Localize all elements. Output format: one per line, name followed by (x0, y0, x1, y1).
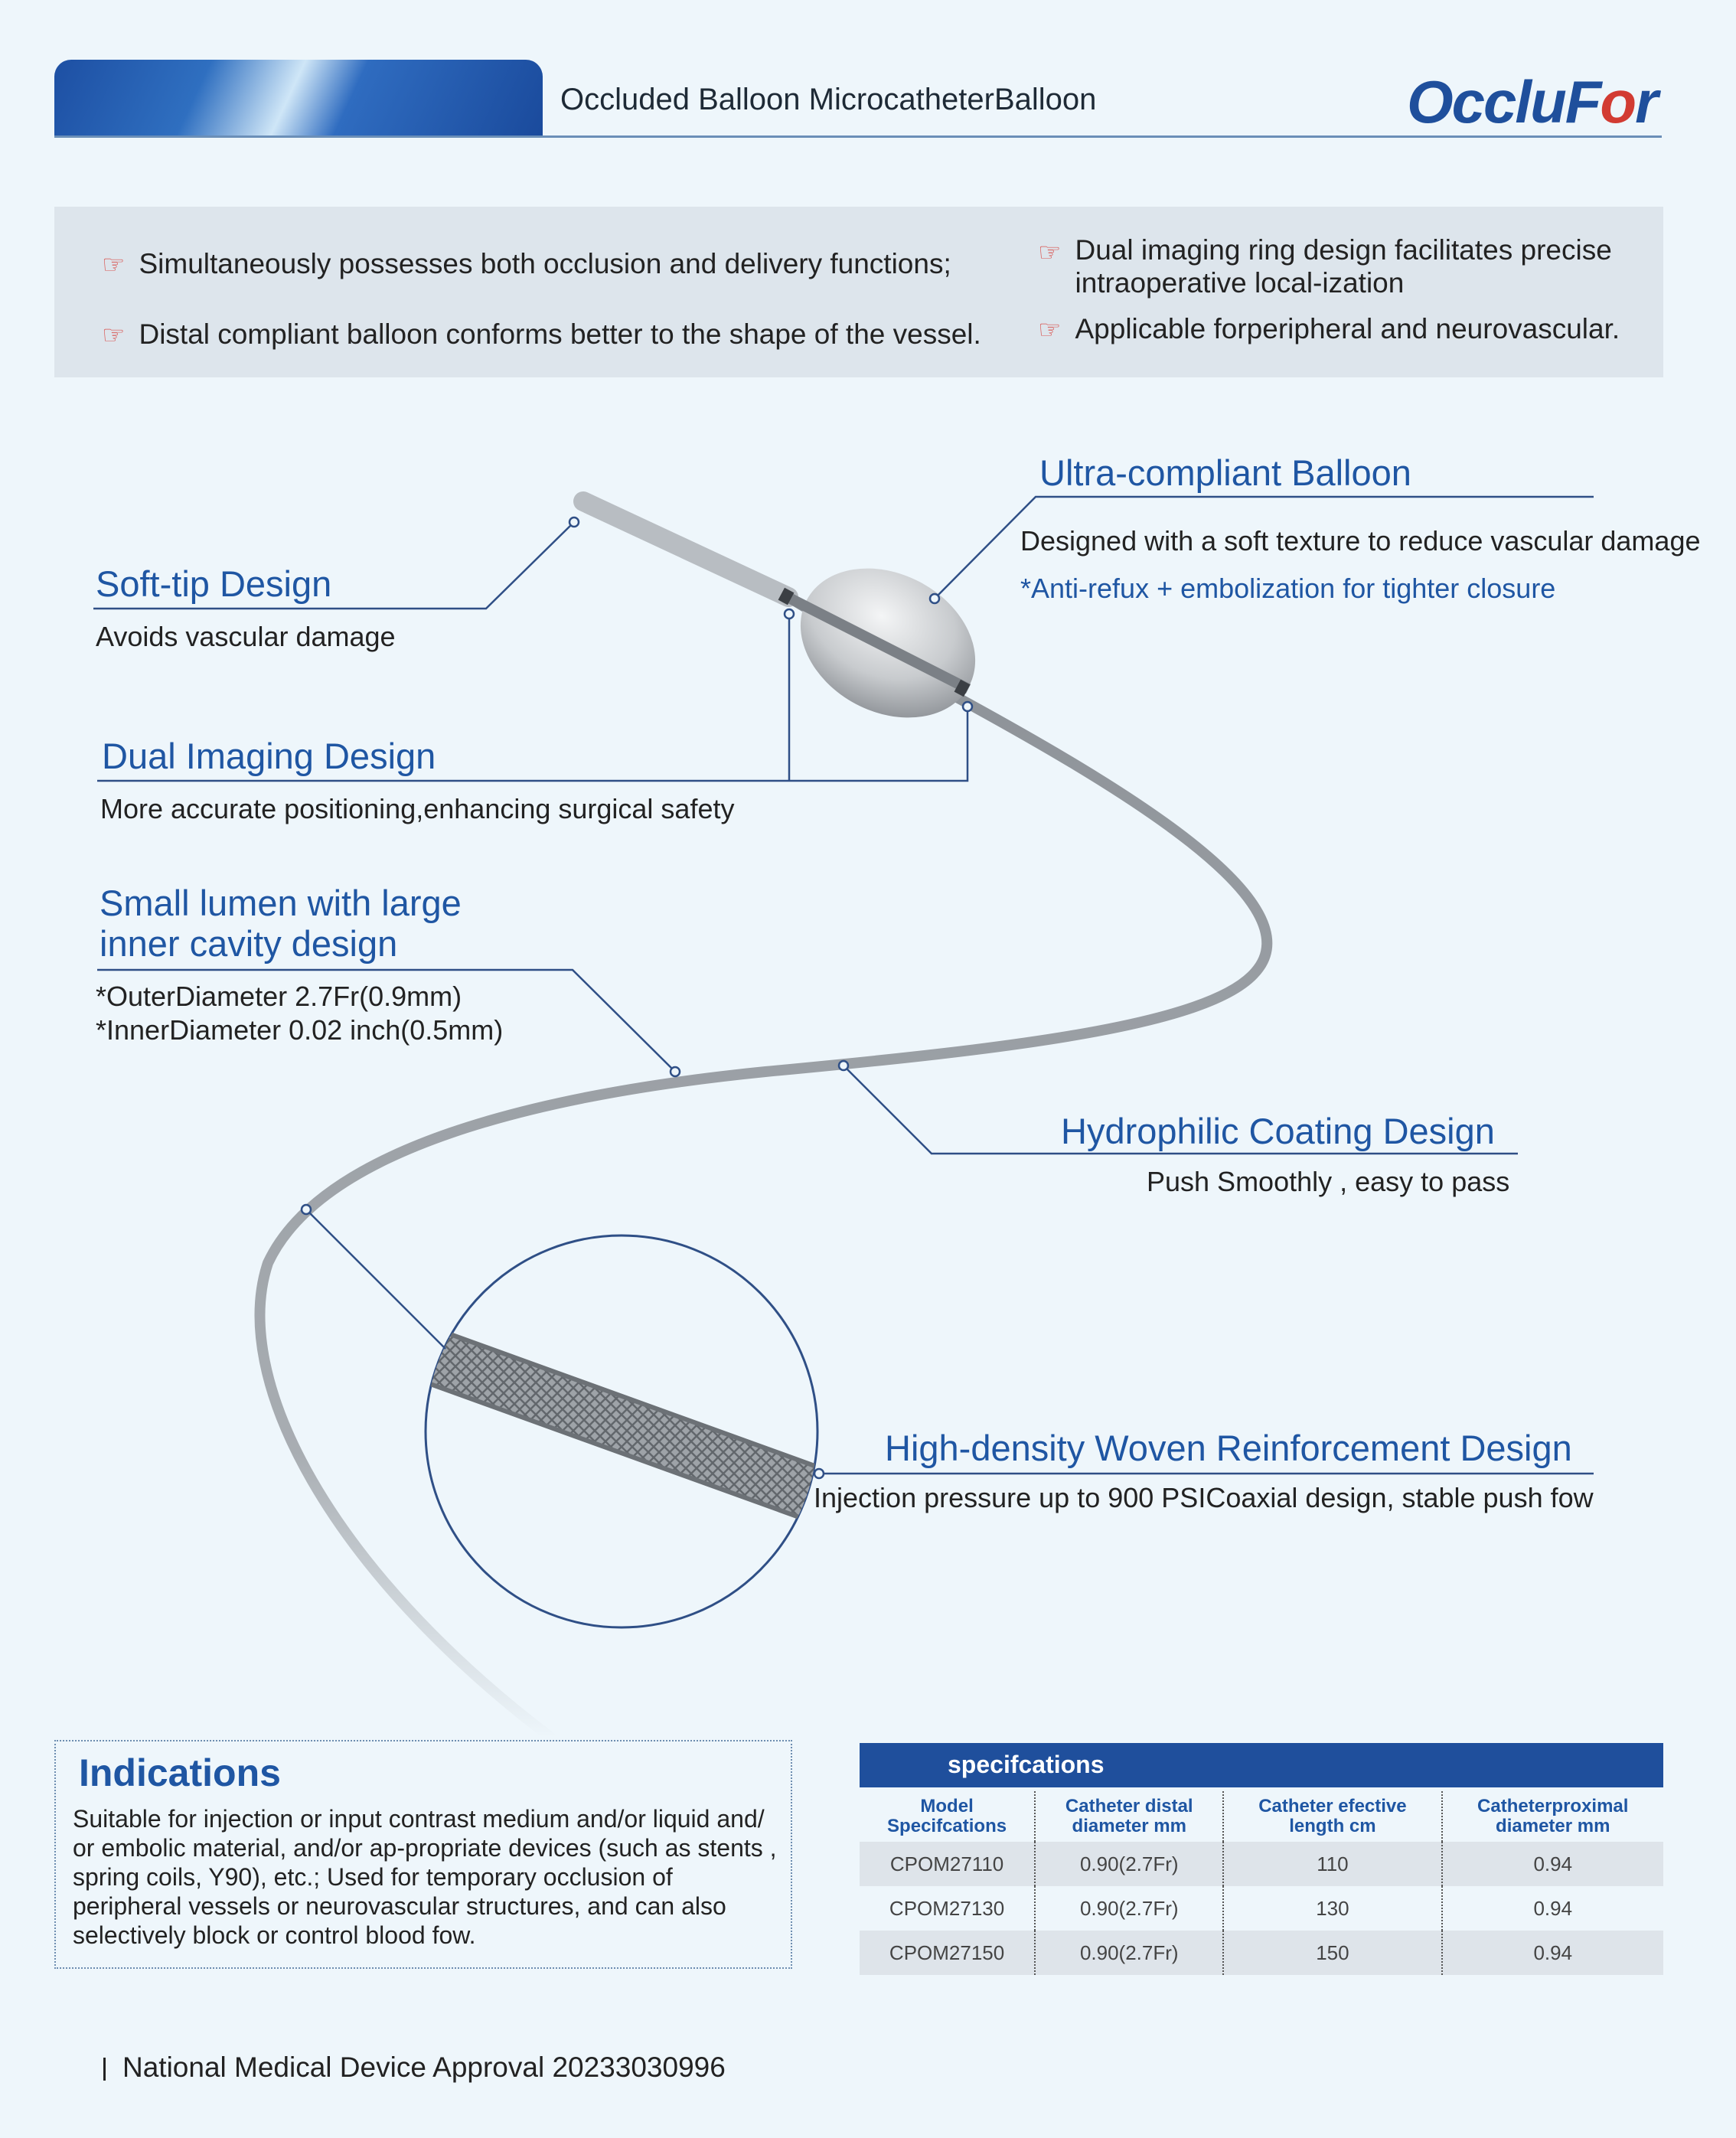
feature-item: ☞ Simultaneously possesses both occlusion and delivery functions; (102, 248, 951, 279)
table-row: CPOM27130 0.90(2.7Fr) 130 0.94 (860, 1886, 1663, 1931)
pointing-hand-icon: ☞ (102, 321, 126, 350)
feature-item: ☞ Applicable forperipheral and neurovascular. (1038, 313, 1620, 344)
hydrophilic-text: Push Smoothly , easy to pass (1147, 1166, 1510, 1197)
specs-header: specifcations (860, 1743, 1663, 1787)
leader-magnifier (306, 1209, 445, 1349)
specs-col-header: Catheterproximal diameter mm (1442, 1791, 1664, 1842)
woven-title: High-density Woven Reinforcement Design (885, 1428, 1572, 1468)
page-title: Occluded Balloon MicrocatheterBalloon (560, 83, 1097, 116)
indications-box (54, 1740, 792, 1969)
balloon-title: Ultra-compliant Balloon (1039, 452, 1411, 493)
table-row: CPOM27150 0.90(2.7Fr) 150 0.94 (860, 1931, 1663, 1975)
footer-divider (103, 2058, 106, 2081)
brand-logo: OccluFor (1407, 68, 1657, 135)
dual-imaging-text: More accurate positioning,enhancing surgical safety (100, 793, 735, 824)
soft-tip-title: Soft-tip Design (96, 563, 332, 604)
feature-item: ☞ Dual imaging ring design facilitates precise intraoperative local-ization (1038, 234, 1612, 299)
balloon-note: *Anti-refux + embolization for tighter closure (1020, 573, 1556, 604)
table-row: CPOM27110 0.90(2.7Fr) 110 0.94 (860, 1842, 1663, 1886)
soft-tip-text: Avoids vascular damage (96, 621, 396, 652)
pointing-hand-icon: ☞ (1038, 315, 1062, 344)
pointing-hand-icon: ☞ (1038, 238, 1062, 267)
indications-body: Suitable for injection or input contrast medium and/or liquid and/ or embolic material, and/or ap-propriate devices (such as stents , spring coils, Y90), etc.; Used for temporary occlusion of peripheral vessels or neurovascular structures, and can also selectively block or control blood fow. (73, 1805, 777, 1949)
specs-table (860, 1791, 1663, 1975)
balloon-text: Designed with a soft texture to reduce vascular damage (1020, 525, 1701, 557)
hydrophilic-title: Hydrophilic Coating Design (1061, 1111, 1495, 1151)
specs-col-header: Catheter distal diameter mm (1035, 1791, 1223, 1842)
lumen-title: Small lumen with large inner cavity design (100, 883, 462, 964)
indications-title: Indications (79, 1751, 281, 1794)
dual-imaging-title: Dual Imaging Design (102, 736, 436, 776)
pointing-hand-icon: ☞ (102, 250, 126, 279)
woven-text: Injection pressure up to 900 PSICoaxial design, stable push fow (814, 1482, 1594, 1513)
feature-item: ☞ Distal compliant balloon conforms better to the shape of the vessel. (102, 318, 981, 350)
specs-col-header: Catheter efective length cm (1223, 1791, 1441, 1842)
lumen-text: *OuterDiameter 2.7Fr(0.9mm) *InnerDiameter 0.02 inch(0.5mm) (96, 981, 504, 1046)
approval-text: National Medical Device Approval 20233030996 (122, 2052, 726, 2083)
specs-col-header: Model Specifcations (887, 1796, 1007, 1836)
soft-tip (583, 501, 788, 597)
